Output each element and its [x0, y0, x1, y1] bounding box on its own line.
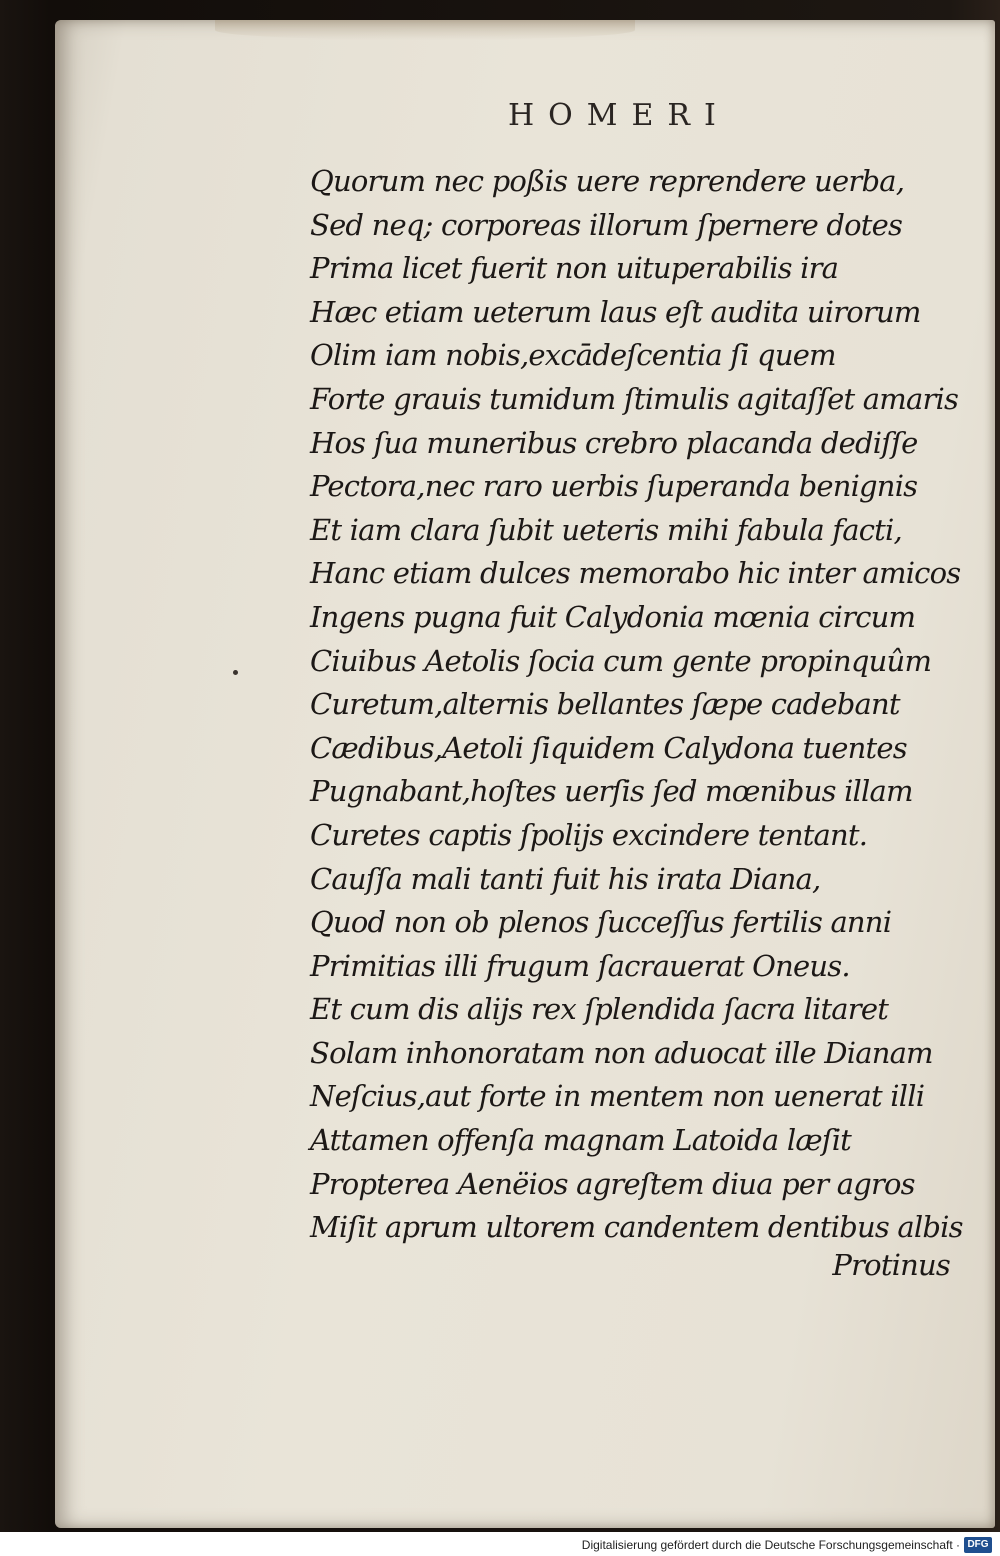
verse-line: Olim iam nobis,excādeſcentia ſi quem — [310, 338, 836, 373]
verse-line: Ciuibus Aetolis ſocia cum gente propinquûm — [310, 643, 932, 678]
funding-credit: Digitalisierung gefördert durch die Deutsche Forschungsgemeinschaft · — [581, 1538, 960, 1552]
verse-line: Propterea Aenëios agreſtem diua per agros — [310, 1166, 915, 1201]
verse-block — [310, 160, 963, 1250]
margin-mark — [233, 670, 238, 675]
verse-line: Solam inhonoratam non aduocat ille Dianam — [310, 1035, 933, 1070]
verse-line: Hæc etiam ueterum laus eſt audita uirorum — [310, 294, 921, 329]
verse-line: Curetes captis ſpolijs excindere tentant. — [310, 817, 868, 852]
footer-bar — [0, 1532, 1000, 1556]
verse-line: Quod non ob plenos ſucceſſus fertilis anni — [310, 905, 892, 940]
verse-line: Curetum,alternis bellantes ſæpe cadebant — [310, 687, 900, 722]
verse-line: Ingens pugna fuit Calydonia mœnia circum — [310, 599, 916, 634]
verse-line: Primitias illi frugum ſacrauerat Oneus. — [310, 948, 850, 983]
page-stain — [215, 20, 635, 40]
verse-line: Prima licet fuerit non uituperabilis ira — [310, 251, 839, 286]
verse-line: Cædibus,Aetoli ſiquidem Calydona tuentes — [310, 730, 907, 765]
verse-line: Attamen offenſa magnam Latoida læſit — [310, 1123, 852, 1158]
catchword: Protinus — [832, 1248, 950, 1282]
running-head: HOMERI — [508, 98, 730, 133]
verse-line: Pugnabant,hoſtes uerſis ſed mœnibus illam — [310, 774, 913, 809]
verse-line: Hanc etiam dulces memorabo hic inter amicos — [310, 556, 961, 591]
verse-line: Cauſſa mali tanti fuit his irata Diana, — [310, 861, 821, 896]
verse-line: Pectora,nec raro uerbis ſuperanda benignis — [310, 469, 918, 504]
verse-line: Et iam clara ſubit ueteris mihi fabula facti, — [310, 512, 902, 547]
dfg-logo: DFG — [964, 1537, 992, 1553]
verse-line: Quorum nec poßis uere reprendere uerba, — [310, 164, 905, 198]
verse-line: Miſit aprum ultorem candentem dentibus albis — [310, 1210, 963, 1245]
verse-line: Neſcius,aut forte in mentem non uenerat illi — [310, 1079, 925, 1114]
verse-line: Sed neq; corporeas illorum ſpernere dotes — [310, 207, 903, 242]
show-through-text — [930, 150, 1000, 1280]
verse-line: Forte grauis tumidum ſtimulis agitaſſet amaris — [310, 381, 959, 416]
verse-line: Hos ſua muneribus crebro placanda dediſſe — [310, 425, 918, 460]
verse-line: Et cum dis alijs rex ſplendida ſacra litaret — [310, 992, 889, 1027]
